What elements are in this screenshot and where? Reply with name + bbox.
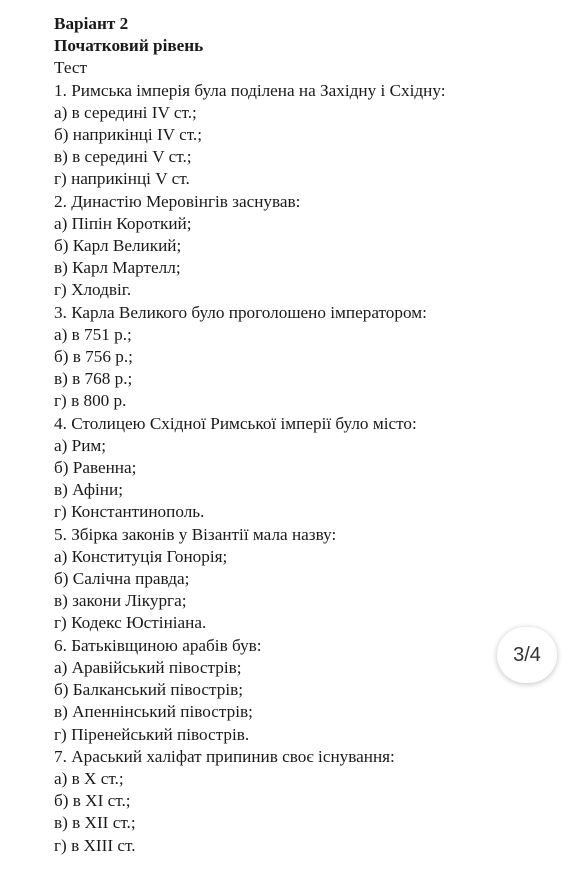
question-text: 4. Столицею Східної Римської імперії було місто: <box>54 413 417 433</box>
level-title: Початковий рівень <box>54 36 204 56</box>
answer-option: а) в X ст.; <box>54 768 124 788</box>
variant-title: Варіант 2 <box>54 14 129 33</box>
answer-option: б) Карл Великий; <box>54 236 182 256</box>
test-document <box>54 13 554 857</box>
section-title: Тест <box>54 58 88 78</box>
question-6 <box>54 635 554 746</box>
question-text: 7. Араський халіфат припинив своє існування: <box>54 746 395 766</box>
answer-option: в) Апеннінський півострів; <box>54 702 253 722</box>
question-2 <box>54 191 554 302</box>
question-text: 1. Римська імперія була поділена на Західну і Східну: <box>54 80 446 100</box>
answer-option: б) в 756 р.; <box>54 347 133 367</box>
answer-option: а) Конституція Гонорія; <box>54 546 228 566</box>
answer-option: г) Константинополь. <box>54 502 205 522</box>
question-7 <box>54 746 554 857</box>
answer-option: а) Піпін Короткий; <box>54 213 192 233</box>
answer-option: г) наприкінці V ст. <box>54 169 190 189</box>
answer-option: в) в середині V ст.; <box>54 147 192 167</box>
answer-option: в) в 768 р.; <box>54 369 133 389</box>
question-text: 3. Карла Великого було проголошено імператором: <box>54 302 427 322</box>
question-text: 5. Збірка законів у Візантії мала назву: <box>54 524 337 544</box>
answer-option: б) Равенна; <box>54 458 137 478</box>
question-3 <box>54 302 554 413</box>
question-4 <box>54 413 554 524</box>
answer-option: г) в 800 р. <box>54 391 127 411</box>
answer-option: б) Балканський півострів; <box>54 680 244 700</box>
answer-option: а) в 751 р.; <box>54 324 132 344</box>
answer-option: г) в XIII ст. <box>54 835 136 855</box>
answer-option: г) Хлодвіг. <box>54 280 132 300</box>
answer-option: в) в XII ст.; <box>54 813 136 833</box>
answer-option: а) в середині IV ст.; <box>54 102 197 122</box>
question-1 <box>54 80 554 191</box>
answer-option: в) Карл Мартелл; <box>54 258 181 278</box>
answer-option: г) Кодекс Юстініана. <box>54 613 207 633</box>
answer-option: б) в XI ст.; <box>54 791 131 811</box>
answer-option: б) наприкінці IV ст.; <box>54 125 202 145</box>
answer-option: а) Аравійський півострів; <box>54 657 242 677</box>
question-text: 6. Батьківщиною арабів був: <box>54 635 262 655</box>
answer-option: б) Салічна правда; <box>54 569 190 589</box>
question-5 <box>54 524 554 635</box>
answer-option: а) Рим; <box>54 435 107 455</box>
answer-option: г) Піренейський півострів. <box>54 724 250 744</box>
answer-option: в) закони Лікурга; <box>54 591 187 611</box>
question-text: 2. Династію Меровінгів заснував: <box>54 191 301 211</box>
page-indicator-badge: 3/4 <box>497 627 557 683</box>
answer-option: в) Афіни; <box>54 480 123 500</box>
